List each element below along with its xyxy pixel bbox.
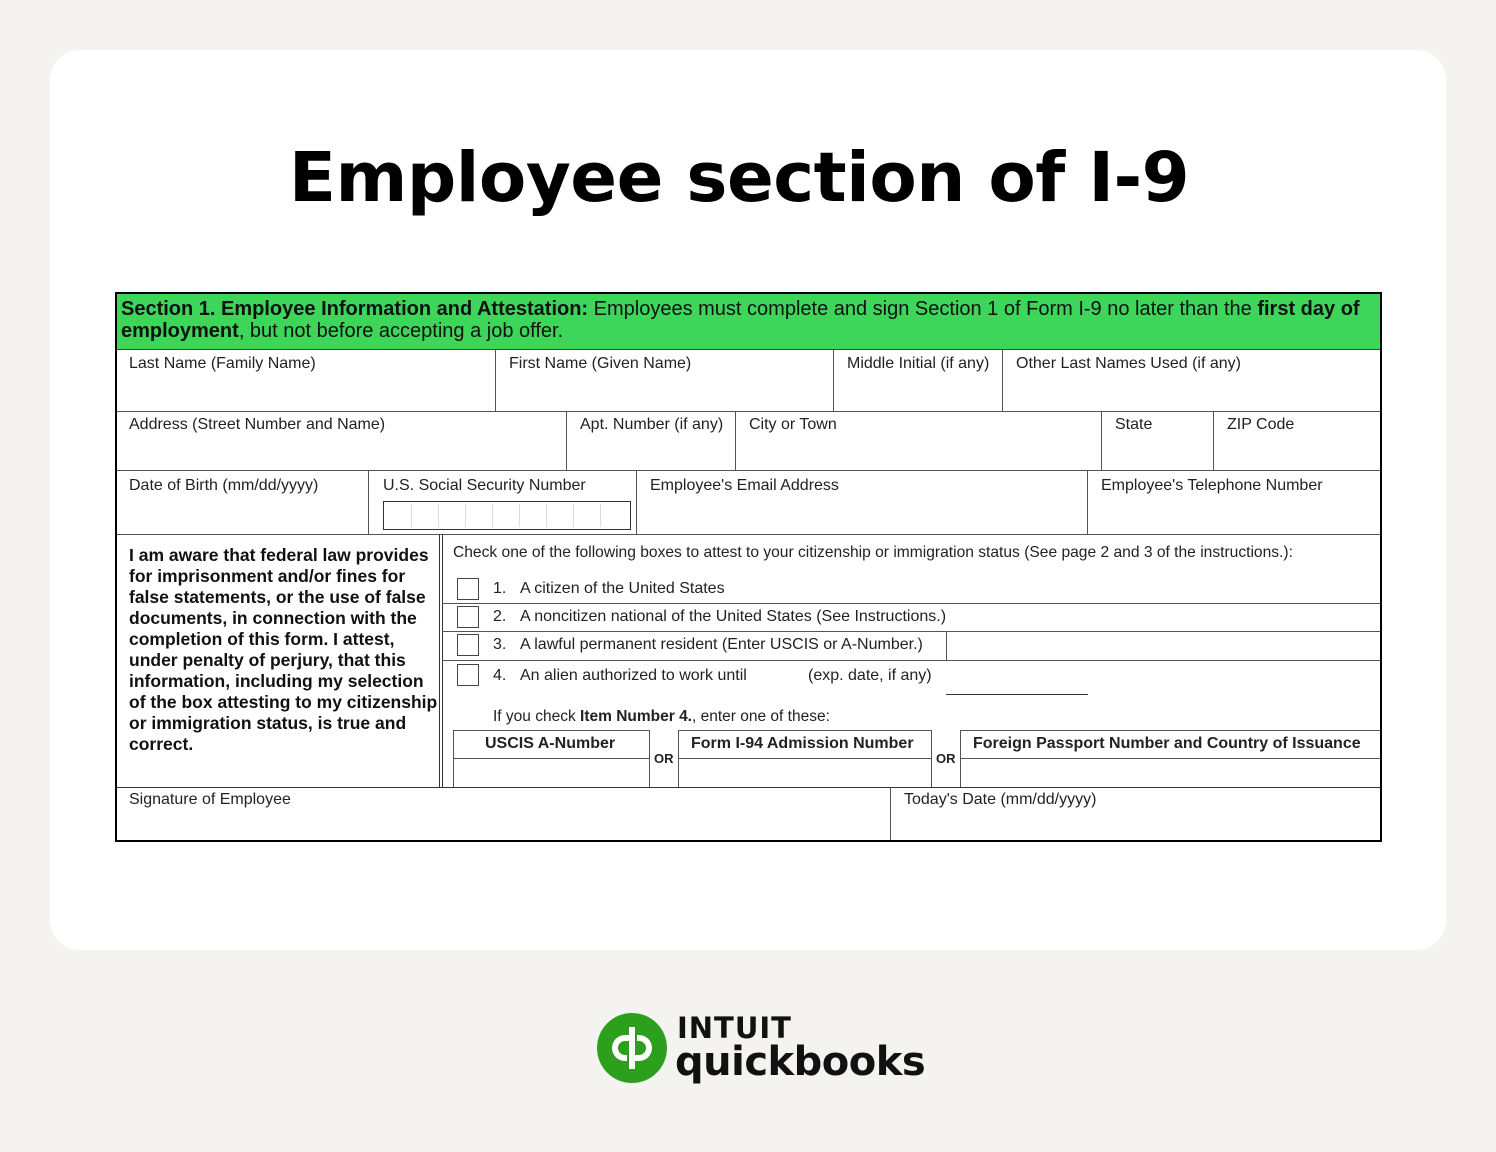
citizen-checkbox[interactable] bbox=[457, 578, 479, 600]
row-divider bbox=[117, 411, 1380, 412]
row-divider bbox=[960, 758, 1380, 759]
exp-date-label: (exp. date, if any) bbox=[808, 667, 932, 684]
city-field[interactable]: City or Town bbox=[749, 416, 837, 433]
option-alien-authorized: 4. An alien authorized to work until bbox=[493, 667, 747, 684]
divider bbox=[442, 534, 443, 788]
first-name-field[interactable]: First Name (Given Name) bbox=[509, 355, 692, 372]
apt-number-field[interactable]: Apt. Number (if any) bbox=[580, 416, 724, 433]
signature-field[interactable]: Signature of Employee bbox=[129, 791, 291, 808]
uscis-a-number-input[interactable] bbox=[947, 632, 1380, 659]
todays-date-field[interactable]: Today's Date (mm/dd/yyyy) bbox=[904, 791, 1097, 808]
divider bbox=[1002, 350, 1003, 411]
form-section-header bbox=[117, 294, 1380, 350]
uscis-a-number-label: USCIS A-Number bbox=[485, 735, 616, 752]
row-divider bbox=[117, 534, 1380, 535]
divider bbox=[566, 411, 567, 470]
row-divider bbox=[442, 603, 1380, 604]
option-noncitizen-national: 2. A noncitizen national of the United States (See Instructions.) bbox=[493, 608, 947, 625]
ssn-label: U.S. Social Security Number bbox=[383, 477, 586, 494]
quickbooks-logo bbox=[597, 1011, 926, 1091]
header-text-1: Employees must complete and sign Section 1 of Form I-9 no later than the bbox=[588, 298, 1258, 320]
divider bbox=[1213, 411, 1214, 470]
phone-field[interactable]: Employee's Telephone Number bbox=[1101, 477, 1323, 494]
permanent-resident-checkbox[interactable] bbox=[457, 634, 479, 656]
i94-number-label: Form I-94 Admission Number bbox=[691, 735, 914, 752]
quickbooks-wordmark: quickbooks bbox=[675, 1039, 926, 1085]
divider bbox=[495, 350, 496, 411]
dob-field[interactable]: Date of Birth (mm/dd/yyyy) bbox=[129, 477, 319, 494]
noncitizen-national-checkbox[interactable] bbox=[457, 606, 479, 628]
option-permanent-resident: 3. A lawful permanent resident (Enter USCIS or A-Number.) bbox=[493, 636, 923, 653]
intuit-wordmark: INTUIT bbox=[677, 1011, 792, 1045]
row-divider bbox=[453, 758, 650, 759]
attestation-text: I am aware that federal law provides for imprisonment and/or fines for false statements, or the use of false documents, in connection with the completion of this form. I attest, under penalty of perjury, that this information, including my selection of the box attesting to my citizenship or immigration status, is true and correct. bbox=[129, 545, 438, 754]
item4-instructions: If you check Item Number 4., enter one of these: bbox=[493, 708, 830, 725]
last-name-field[interactable]: Last Name (Family Name) bbox=[129, 355, 316, 372]
alien-authorized-checkbox[interactable] bbox=[457, 664, 479, 686]
header-text-2: , but not before accepting a job offer. bbox=[238, 320, 564, 342]
state-field[interactable]: State bbox=[1115, 416, 1153, 433]
row-divider bbox=[117, 470, 1380, 471]
or-label: OR bbox=[936, 751, 956, 766]
zip-field[interactable]: ZIP Code bbox=[1227, 416, 1295, 433]
header-section-title: Section 1. Employee Information and Attestation: bbox=[121, 298, 589, 320]
row-divider bbox=[442, 660, 1380, 661]
divider bbox=[1087, 470, 1088, 534]
page-title: Employee section of I-9 bbox=[288, 138, 1190, 218]
header-bold-2: first day of employment bbox=[121, 298, 1360, 342]
or-label: OR bbox=[654, 751, 674, 766]
divider bbox=[636, 470, 637, 534]
middle-initial-field[interactable]: Middle Initial (if any) bbox=[847, 355, 990, 372]
divider bbox=[368, 470, 369, 534]
divider bbox=[890, 787, 891, 840]
divider bbox=[1101, 411, 1102, 470]
other-last-names-field[interactable]: Other Last Names Used (if any) bbox=[1016, 355, 1241, 372]
option-citizen: 1. A citizen of the United States bbox=[493, 580, 725, 597]
row-divider bbox=[678, 758, 932, 759]
address-field[interactable]: Address (Street Number and Name) bbox=[129, 416, 386, 433]
ssn-input[interactable] bbox=[383, 501, 631, 530]
divider bbox=[833, 350, 834, 411]
qb-logo-icon bbox=[597, 1013, 667, 1083]
citizenship-instructions: Check one of the following boxes to attest to your citizenship or immigration status (See page 2 and 3 of the instructions.): bbox=[453, 544, 1293, 561]
row-divider bbox=[117, 787, 1380, 788]
divider bbox=[439, 534, 440, 788]
email-field[interactable]: Employee's Email Address bbox=[650, 477, 839, 494]
divider bbox=[735, 411, 736, 470]
exp-date-input[interactable] bbox=[946, 694, 1088, 695]
i9-section1-form bbox=[115, 292, 1382, 842]
passport-number-label: Foreign Passport Number and Country of Issuance bbox=[973, 735, 1361, 752]
